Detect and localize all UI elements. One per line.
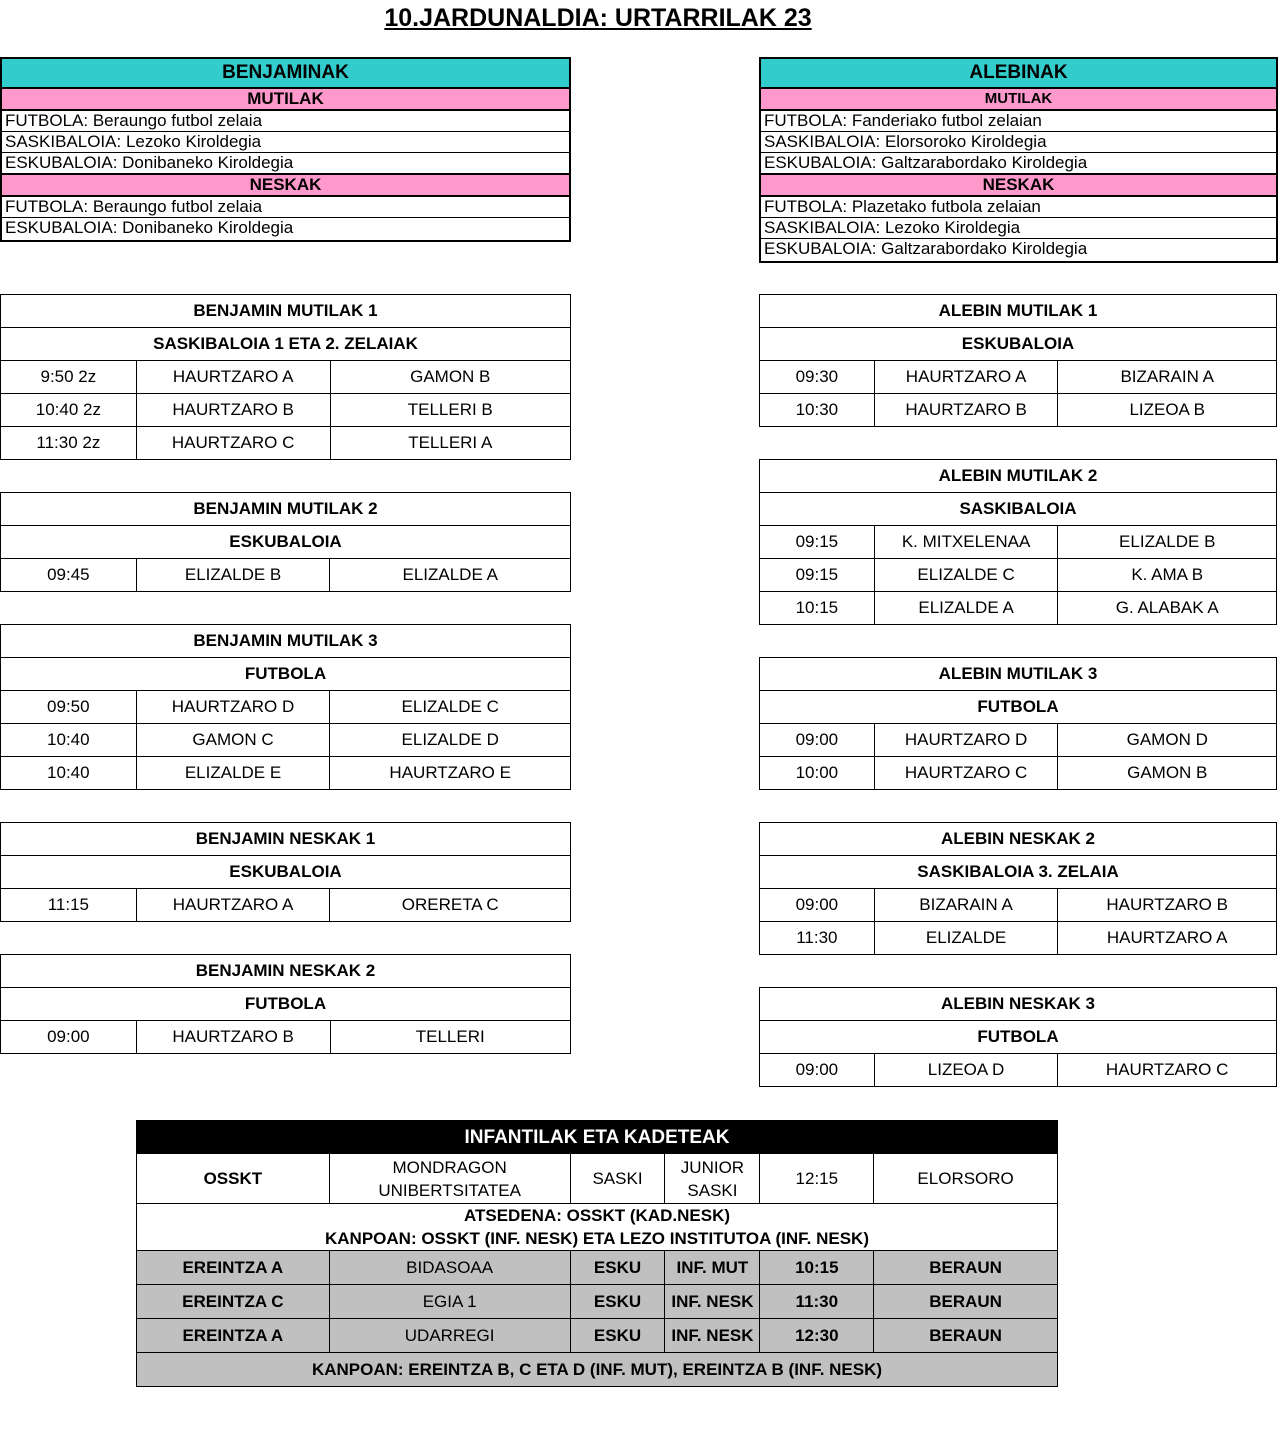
- game-table: [0, 294, 571, 460]
- time-cell: 10:00: [760, 757, 875, 790]
- away-team-cell: GAMON D: [1058, 724, 1277, 757]
- table-row: [760, 394, 1277, 427]
- rest-note: ATSEDENA: OSSKT (KAD.NESK): [463, 1206, 731, 1225]
- time-cell: 09:00: [760, 889, 875, 922]
- group-sport: FUTBOLA: [1, 988, 571, 1021]
- time-cell: 12:30: [760, 1319, 874, 1353]
- away-team-cell: G. ALABAK A: [1058, 592, 1277, 625]
- table-row: [1, 757, 571, 790]
- away-team-cell: LIZEOA B: [1058, 394, 1277, 427]
- venue-cell: BERAUN: [874, 1319, 1058, 1353]
- game-table: [759, 294, 1277, 427]
- away-team-cell: ORERETA C: [330, 889, 571, 922]
- time-cell: 09:00: [760, 724, 875, 757]
- away-team-cell: HAURTZARO B: [1058, 889, 1277, 922]
- group-sport: SASKIBALOIA 1 ETA 2. ZELAIAK: [1, 328, 571, 361]
- home-team-cell: HAURTZARO B: [874, 394, 1058, 427]
- home-team-cell: HAURTZARO A: [874, 361, 1058, 394]
- venue-line: ESKUBALOIA: Galtzarabordako Kiroldegia: [764, 239, 1088, 258]
- venue-line: FUTBOLA: Fanderiako futbol zelaian: [761, 111, 1276, 132]
- time-cell: 09:00: [1, 1021, 137, 1054]
- group-title: BENJAMIN MUTILAK 1: [1, 295, 571, 328]
- game-table: [759, 459, 1277, 625]
- home-team-cell: HAURTZARO C: [874, 757, 1058, 790]
- group-title: ALEBIN NESKAK 3: [760, 988, 1277, 1021]
- away-team-cell: GAMON B: [330, 361, 571, 394]
- group-sport: ESKUBALOIA: [1, 856, 571, 889]
- category-cell: JUNIOR SASKI: [665, 1154, 760, 1204]
- group-title: ALEBIN MUTILAK 2: [760, 460, 1277, 493]
- time-cell: 11:30 2z: [1, 427, 137, 460]
- home-team-cell: HAURTZARO D: [136, 691, 330, 724]
- home-team-cell: HAURTZARO A: [136, 889, 330, 922]
- time-cell: 09:50: [1, 691, 137, 724]
- table-row: [1, 361, 571, 394]
- venue-boys-label: MUTILAK: [2, 89, 569, 111]
- team-cell: EREINTZA A: [137, 1251, 330, 1285]
- group-title: ALEBIN MUTILAK 3: [760, 658, 1277, 691]
- venue-cell: BERAUN: [874, 1251, 1058, 1285]
- team-cell: EREINTZA C: [137, 1285, 330, 1319]
- time-cell: 11:30: [760, 1285, 874, 1319]
- table-row: [760, 361, 1277, 394]
- opponent-cell: BIDASOAA: [329, 1251, 570, 1285]
- venue-cell: ELORSORO: [874, 1154, 1058, 1204]
- time-cell: 09:15: [760, 526, 875, 559]
- venue-line: SASKIBALOIA: Lezoko Kiroldegia: [2, 132, 569, 153]
- table-row: [760, 526, 1277, 559]
- away-team-cell: GAMON B: [1058, 757, 1277, 790]
- time-cell: 09:15: [760, 559, 875, 592]
- table-row: [1, 724, 571, 757]
- home-team-cell: HAURTZARO A: [136, 361, 330, 394]
- table-row: [1, 559, 571, 592]
- sport-cell: ESKU: [570, 1285, 665, 1319]
- page-title: 10.JARDUNALDIA: URTARRILAK 23: [384, 4, 812, 32]
- time-cell: 11:15: [1, 889, 137, 922]
- group-sport: FUTBOLA: [1, 658, 571, 691]
- infantil-footer: KANPOAN: EREINTZA B, C ETA D (INF. MUT), EREINTZA B (INF. NESK): [137, 1353, 1058, 1387]
- time-cell: 10:40 2z: [1, 394, 137, 427]
- table-row: [760, 757, 1277, 790]
- group-sport: FUTBOLA: [760, 1021, 1277, 1054]
- home-team-cell: HAURTZARO B: [136, 394, 330, 427]
- home-team-cell: LIZEOA D: [874, 1054, 1058, 1087]
- sport-cell: ESKU: [570, 1251, 665, 1285]
- time-cell: 10:15: [760, 1251, 874, 1285]
- venue-line: FUTBOLA: Beraungo futbol zelaia: [2, 197, 569, 218]
- away-team-cell: TELLERI A: [330, 427, 571, 460]
- table-row: [760, 889, 1277, 922]
- away-team-cell: ELIZALDE D: [330, 724, 571, 757]
- game-table: [0, 624, 571, 790]
- away-team-cell: HAURTZARO A: [1058, 922, 1277, 955]
- home-team-cell: HAURTZARO D: [874, 724, 1058, 757]
- venue-line: ESKUBALOIA: Galtzarabordako Kiroldegia: [761, 153, 1276, 174]
- group-sport: SASKIBALOIA 3. ZELAIA: [760, 856, 1277, 889]
- time-cell: 11:30: [760, 922, 875, 955]
- time-cell: 09:45: [1, 559, 137, 592]
- table-row: [1, 691, 571, 724]
- time-cell: 9:50 2z: [1, 361, 137, 394]
- home-team-cell: GAMON C: [136, 724, 330, 757]
- group-title: BENJAMIN MUTILAK 3: [1, 625, 571, 658]
- venue-line: SASKIBALOIA: Elorsoroko Kiroldegia: [761, 132, 1276, 153]
- group-title: ALEBIN NESKAK 2: [760, 823, 1277, 856]
- infantil-table: [136, 1120, 1058, 1387]
- venue-box-benjaminak: [0, 57, 571, 242]
- time-cell: 10:30: [760, 394, 875, 427]
- away-team-cell: TELLERI B: [330, 394, 571, 427]
- home-team-cell: ELIZALDE A: [874, 592, 1058, 625]
- table-row: [1, 394, 571, 427]
- table-row: [137, 1154, 1058, 1204]
- group-title: BENJAMIN NESKAK 1: [1, 823, 571, 856]
- table-row: [1, 889, 571, 922]
- venue-boys-label: MUTILAK: [761, 89, 1276, 111]
- time-cell: 09:00: [760, 1054, 875, 1087]
- game-table: [759, 657, 1277, 790]
- game-table: [0, 954, 571, 1054]
- venue-header: ALEBINAK: [761, 59, 1276, 89]
- infantil-header: INFANTILAK ETA KADETEAK: [137, 1121, 1058, 1154]
- away-note: KANPOAN: OSSKT (INF. NESK) ETA LEZO INSTITUTOA (INF. NESK): [325, 1229, 869, 1248]
- venue-line: ESKUBALOIA: Donibaneko Kiroldegia: [5, 218, 294, 237]
- away-team-cell: ELIZALDE B: [1058, 526, 1277, 559]
- venue-girls-label: NESKAK: [761, 174, 1276, 197]
- time-cell: 10:15: [760, 592, 875, 625]
- table-row: [760, 1054, 1277, 1087]
- game-table: [0, 822, 571, 922]
- sport-cell: SASKI: [570, 1154, 665, 1204]
- sport-cell: ESKU: [570, 1319, 665, 1353]
- away-team-cell: TELLERI: [330, 1021, 571, 1054]
- table-row: [760, 559, 1277, 592]
- group-sport: FUTBOLA: [760, 691, 1277, 724]
- venue-line: ESKUBALOIA: Donibaneko Kiroldegia: [2, 153, 569, 174]
- group-title: BENJAMIN MUTILAK 2: [1, 493, 571, 526]
- home-team-cell: BIZARAIN A: [874, 889, 1058, 922]
- away-team-cell: ELIZALDE C: [330, 691, 571, 724]
- table-row: [137, 1319, 1058, 1353]
- table-row: [1, 1021, 571, 1054]
- table-row: [137, 1251, 1058, 1285]
- table-row: [1, 427, 571, 460]
- table-row: [760, 922, 1277, 955]
- away-team-cell: HAURTZARO E: [330, 757, 571, 790]
- home-team-cell: HAURTZARO C: [136, 427, 330, 460]
- category-cell: INF. NESK: [665, 1285, 760, 1319]
- group-sport: ESKUBALOIA: [1, 526, 571, 559]
- home-team-cell: ELIZALDE: [874, 922, 1058, 955]
- venue-header: BENJAMINAK: [2, 59, 569, 89]
- opponent-cell: EGIA 1: [329, 1285, 570, 1319]
- time-cell: 10:40: [1, 724, 137, 757]
- group-title: ALEBIN MUTILAK 1: [760, 295, 1277, 328]
- venue-line: SASKIBALOIA: Lezoko Kiroldegia: [761, 218, 1276, 239]
- opponent-cell: UDARREGI: [329, 1319, 570, 1353]
- venue-girls-label: NESKAK: [2, 174, 569, 197]
- time-cell: 10:40: [1, 757, 137, 790]
- time-cell: 12:15: [760, 1154, 874, 1204]
- category-cell: INF. NESK: [665, 1319, 760, 1353]
- venue-cell: BERAUN: [874, 1285, 1058, 1319]
- home-team-cell: K. MITXELENAA: [874, 526, 1058, 559]
- group-sport: ESKUBALOIA: [760, 328, 1277, 361]
- time-cell: 09:30: [760, 361, 875, 394]
- group-title: BENJAMIN NESKAK 2: [1, 955, 571, 988]
- venue-box-alebinak: [759, 57, 1278, 263]
- group-sport: SASKIBALOIA: [760, 493, 1277, 526]
- table-row: [760, 724, 1277, 757]
- game-table: [0, 492, 571, 592]
- venue-line: FUTBOLA: Beraungo futbol zelaia: [2, 111, 569, 132]
- home-team-cell: ELIZALDE B: [136, 559, 330, 592]
- team-cell: OSSKT: [137, 1154, 330, 1204]
- game-table: [759, 987, 1277, 1087]
- table-row: [137, 1285, 1058, 1319]
- home-team-cell: HAURTZARO B: [136, 1021, 330, 1054]
- opponent-cell: MONDRAGON UNIBERTSITATEA: [329, 1154, 570, 1204]
- venue-line: FUTBOLA: Plazetako futbola zelaian: [761, 197, 1276, 218]
- game-table: [759, 822, 1277, 955]
- away-team-cell: HAURTZARO C: [1058, 1054, 1277, 1087]
- away-team-cell: BIZARAIN A: [1058, 361, 1277, 394]
- home-team-cell: ELIZALDE E: [136, 757, 330, 790]
- away-team-cell: K. AMA B: [1058, 559, 1277, 592]
- infantil-notes: [137, 1204, 1058, 1251]
- category-cell: INF. MUT: [665, 1251, 760, 1285]
- team-cell: EREINTZA A: [137, 1319, 330, 1353]
- table-row: [760, 592, 1277, 625]
- home-team-cell: ELIZALDE C: [874, 559, 1058, 592]
- away-team-cell: ELIZALDE A: [330, 559, 571, 592]
